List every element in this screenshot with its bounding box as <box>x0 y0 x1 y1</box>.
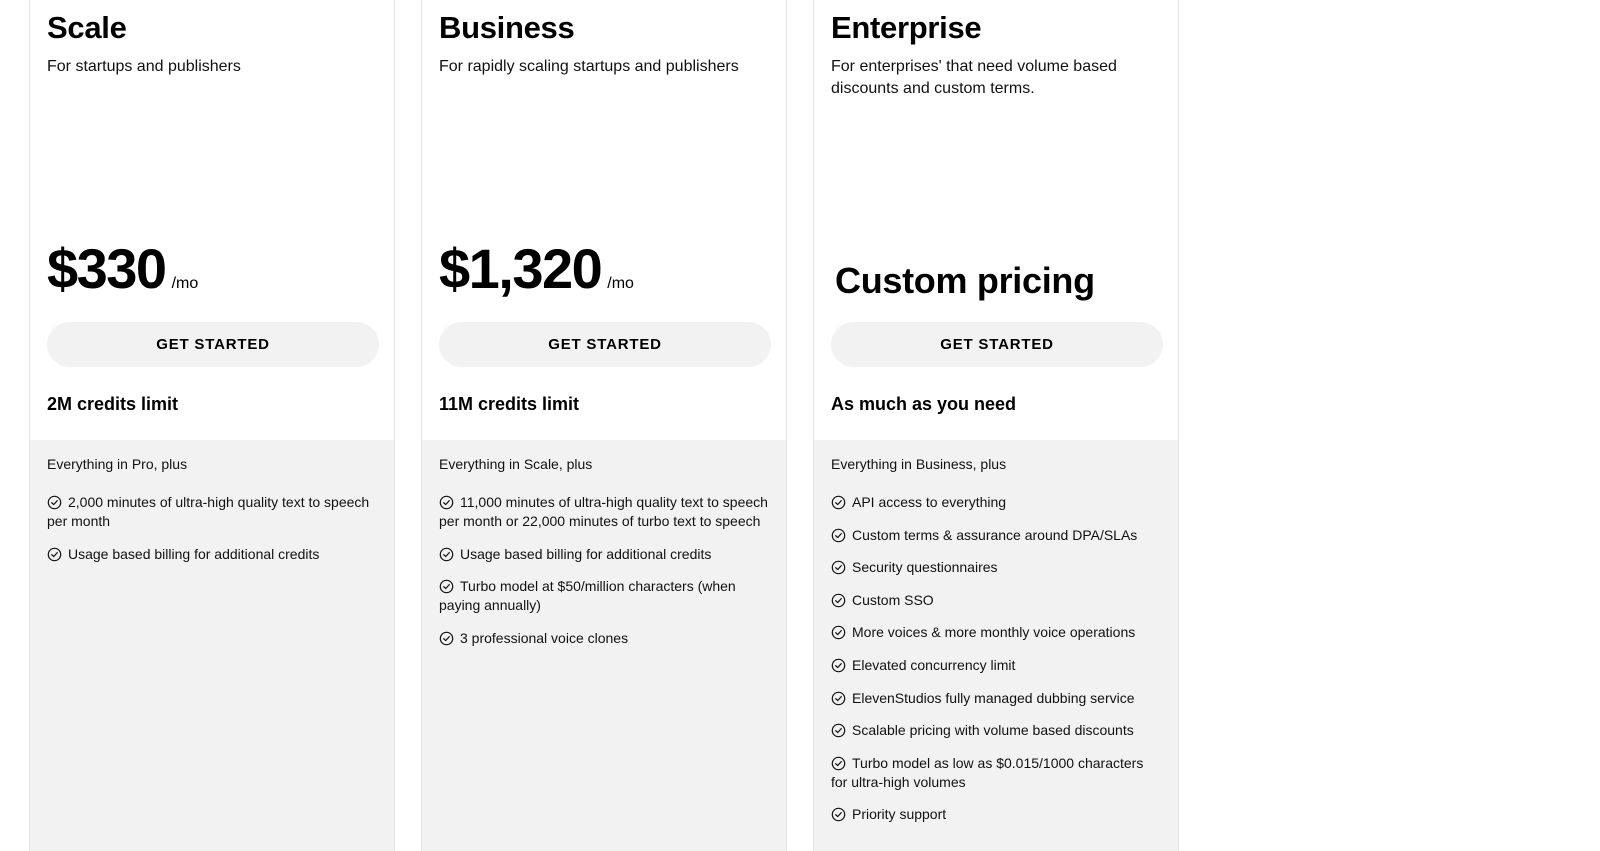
plan-title: Scale <box>47 10 127 45</box>
plan-header <box>814 0 1178 450</box>
custom-pricing-label: Custom pricing <box>835 260 1095 301</box>
feature-text: Usage based billing for additional credits <box>68 545 320 562</box>
feature-text: Custom SSO <box>852 591 934 608</box>
feature-list <box>439 493 771 661</box>
feature-text: ElevenStudios fully managed dubbing service <box>852 689 1135 706</box>
plan-description: For rapidly scaling startups and publishers <box>439 58 739 75</box>
feature-item <box>831 805 1163 824</box>
credits-limit: 2M credits limit <box>47 394 179 414</box>
feature-text: Priority support <box>852 806 947 823</box>
plan-card-enterprise <box>813 0 1179 851</box>
feature-item <box>831 558 1163 577</box>
get-started-button[interactable]: GET STARTED <box>47 322 379 367</box>
feature-text: Elevated concurrency limit <box>852 656 1016 673</box>
feature-item <box>831 591 1163 610</box>
check-circle-icon <box>439 579 454 594</box>
feature-text: Turbo model at $50/million characters (when paying annually) <box>439 578 736 614</box>
feature-text: 3 professional voice clones <box>460 629 629 646</box>
plan-title: Enterprise <box>831 10 982 45</box>
includes-label: Everything in Pro, plus <box>47 456 188 472</box>
check-circle-icon <box>439 547 454 562</box>
check-circle-icon <box>439 631 454 646</box>
plan-features-panel <box>814 440 1178 851</box>
feature-item <box>439 545 771 564</box>
feature-item <box>831 493 1163 512</box>
price-period: /mo <box>171 275 199 292</box>
check-circle-icon <box>831 756 846 771</box>
plan-price: $330 <box>47 237 166 300</box>
feature-item <box>831 754 1163 792</box>
check-circle-icon <box>831 723 846 738</box>
feature-text: Usage based billing for additional credits <box>460 545 712 562</box>
feature-text: 2,000 minutes of ultra-high quality text to speech per month <box>47 494 370 529</box>
plan-features-panel <box>30 440 394 851</box>
plan-description: For enterprises' that need volume based discounts and custom terms. <box>831 58 1117 97</box>
credits-limit: As much as you need <box>831 394 1017 414</box>
feature-item <box>831 623 1163 642</box>
check-circle-icon <box>439 495 454 510</box>
price-row <box>439 236 634 301</box>
get-started-button[interactable]: GET STARTED <box>831 322 1163 367</box>
plan-features-panel <box>422 440 786 851</box>
check-circle-icon <box>831 807 846 822</box>
check-circle-icon <box>831 691 846 706</box>
feature-text: API access to everything <box>852 494 1007 510</box>
feature-text: Turbo model as low as $0.015/1000 characters for ultra-high volumes <box>831 754 1144 790</box>
price-row <box>47 236 198 301</box>
plan-price: $1,320 <box>439 237 602 300</box>
feature-item <box>831 656 1163 675</box>
feature-text: 11,000 minutes of ultra-high quality text to speech per month or 22,000 minutes of turbo text to speech <box>439 494 768 529</box>
feature-text: Custom terms & assurance around DPA/SLAs <box>852 526 1138 543</box>
feature-item <box>439 493 771 531</box>
plan-header <box>422 0 786 450</box>
feature-text: Security questionnaires <box>852 559 998 576</box>
plan-header <box>30 0 394 450</box>
plan-description: For startups and publishers <box>47 58 241 75</box>
feature-list <box>831 493 1163 838</box>
feature-item <box>831 721 1163 740</box>
feature-list <box>47 493 379 577</box>
feature-item <box>831 689 1163 708</box>
get-started-button[interactable]: GET STARTED <box>439 322 771 367</box>
check-circle-icon <box>831 560 846 575</box>
includes-label: Everything in Scale, plus <box>439 456 593 472</box>
check-circle-icon <box>47 495 62 510</box>
check-circle-icon <box>831 495 846 510</box>
check-circle-icon <box>831 528 846 543</box>
feature-item <box>439 577 771 615</box>
check-circle-icon <box>47 547 62 562</box>
check-circle-icon <box>831 593 846 608</box>
plan-card-scale <box>29 0 395 851</box>
plan-title: Business <box>439 10 575 45</box>
feature-item <box>439 629 771 648</box>
check-circle-icon <box>831 658 846 673</box>
plan-card-business <box>421 0 787 851</box>
check-circle-icon <box>831 625 846 640</box>
credits-limit: 11M credits limit <box>439 394 580 414</box>
price-period: /mo <box>607 275 634 292</box>
feature-item <box>47 493 379 531</box>
includes-label: Everything in Business, plus <box>831 456 1007 472</box>
feature-item <box>47 545 379 564</box>
feature-text: Scalable pricing with volume based discounts <box>852 722 1134 739</box>
feature-text: More voices & more monthly voice operations <box>852 624 1136 641</box>
feature-item <box>831 526 1163 545</box>
